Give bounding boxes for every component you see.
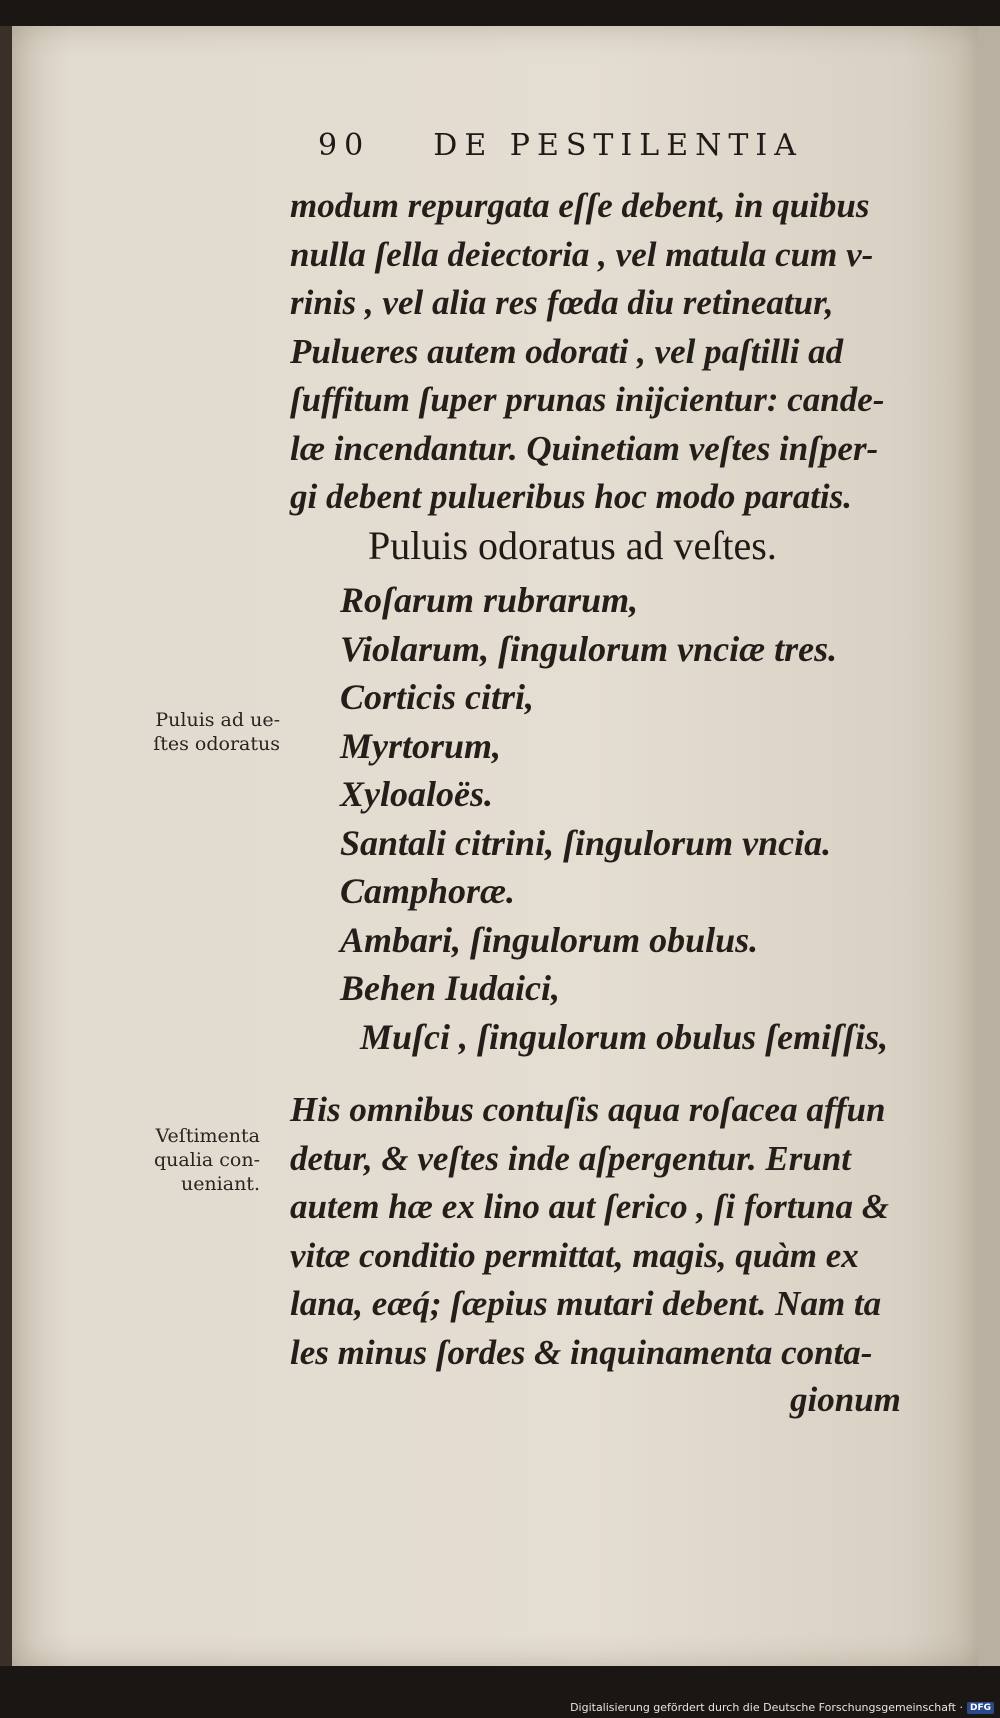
text-line: Pulueres autem odorati , vel paſtilli ad [290,331,844,371]
recipe-list [340,576,940,1061]
dfg-logo: DFG [967,1702,994,1714]
text-line: modum repurgata eſſe debent, in quibus [290,186,870,225]
text-line: læ incendantur. Quinetiam veſtes inſper- [290,428,879,468]
text-line: vitæ conditio permittat, magis, quàm ex [290,1235,859,1275]
marginal-note-line: ueniant. [180,1173,260,1195]
text-line: His omnibus contuſis aqua roſacea affun [290,1090,886,1129]
text-line: rinis , vel alia res fœda diu retineatur, [290,283,834,322]
page-number: 90 [318,128,371,163]
recipe-heading: Puluis odoratus ad veſtes. [368,523,777,568]
digitization-footer [570,1701,994,1714]
recipe-item: Roſarum rubrarum, [340,580,639,620]
marginal-note [120,1124,260,1196]
text-line: lana, eæq́; ſæpius mutari debent. Nam ta [290,1284,882,1323]
marginal-note-line: qualia con- [154,1149,260,1171]
running-title: DE PESTILENTIA [433,128,803,163]
recipe-item: Santali citrini, ſingulorum vncia. [340,822,832,863]
recipe-item: Ambari, ſingulorum obulus. [340,919,759,960]
recipe-item: Corticis citri, [340,677,535,717]
marginal-note-line: ſtes odoratus [153,733,280,755]
catchword: gionum [790,1380,901,1419]
text-line: nulla ſella deiectoria , vel matula cum v- [290,234,874,274]
body-paragraph [290,182,930,522]
marginal-note [120,708,280,756]
page-fore-edge [978,26,1000,1666]
recipe-item: Behen Iudaici, [340,968,561,1008]
recipe-item: Violarum, ſingulorum vnciæ tres. [340,628,838,669]
text-line: detur, & veſtes inde aſpergentur. Erunt [290,1138,852,1178]
marginal-note-line: Puluis ad ue- [155,709,280,731]
text-line: autem hæ ex lino aut ſerico , ſi fortuna & [290,1187,889,1226]
recipe-item: Camphoræ. [340,871,516,911]
recipe-item: Myrtorum, [340,725,502,766]
recipe-item: Muſci , ſingulorum obulus ſemiſſis, [360,1016,889,1057]
text-line: les minus ſordes & inquinamenta conta- [290,1332,873,1372]
text-line: gi debent pulueribus hoc modo paratis. [290,477,853,516]
footer-credit: Digitalisierung gefördert durch die Deutsche Forschungsgemeinschaft · [570,1701,963,1714]
recipe-item: Xyloaloës. [340,774,493,814]
closing-paragraph [290,1086,930,1377]
running-head [318,128,818,163]
marginal-note-line: Veſtimenta [155,1125,260,1147]
text-line: ſuffitum ſuper prunas inijcientur: cande- [290,380,885,419]
